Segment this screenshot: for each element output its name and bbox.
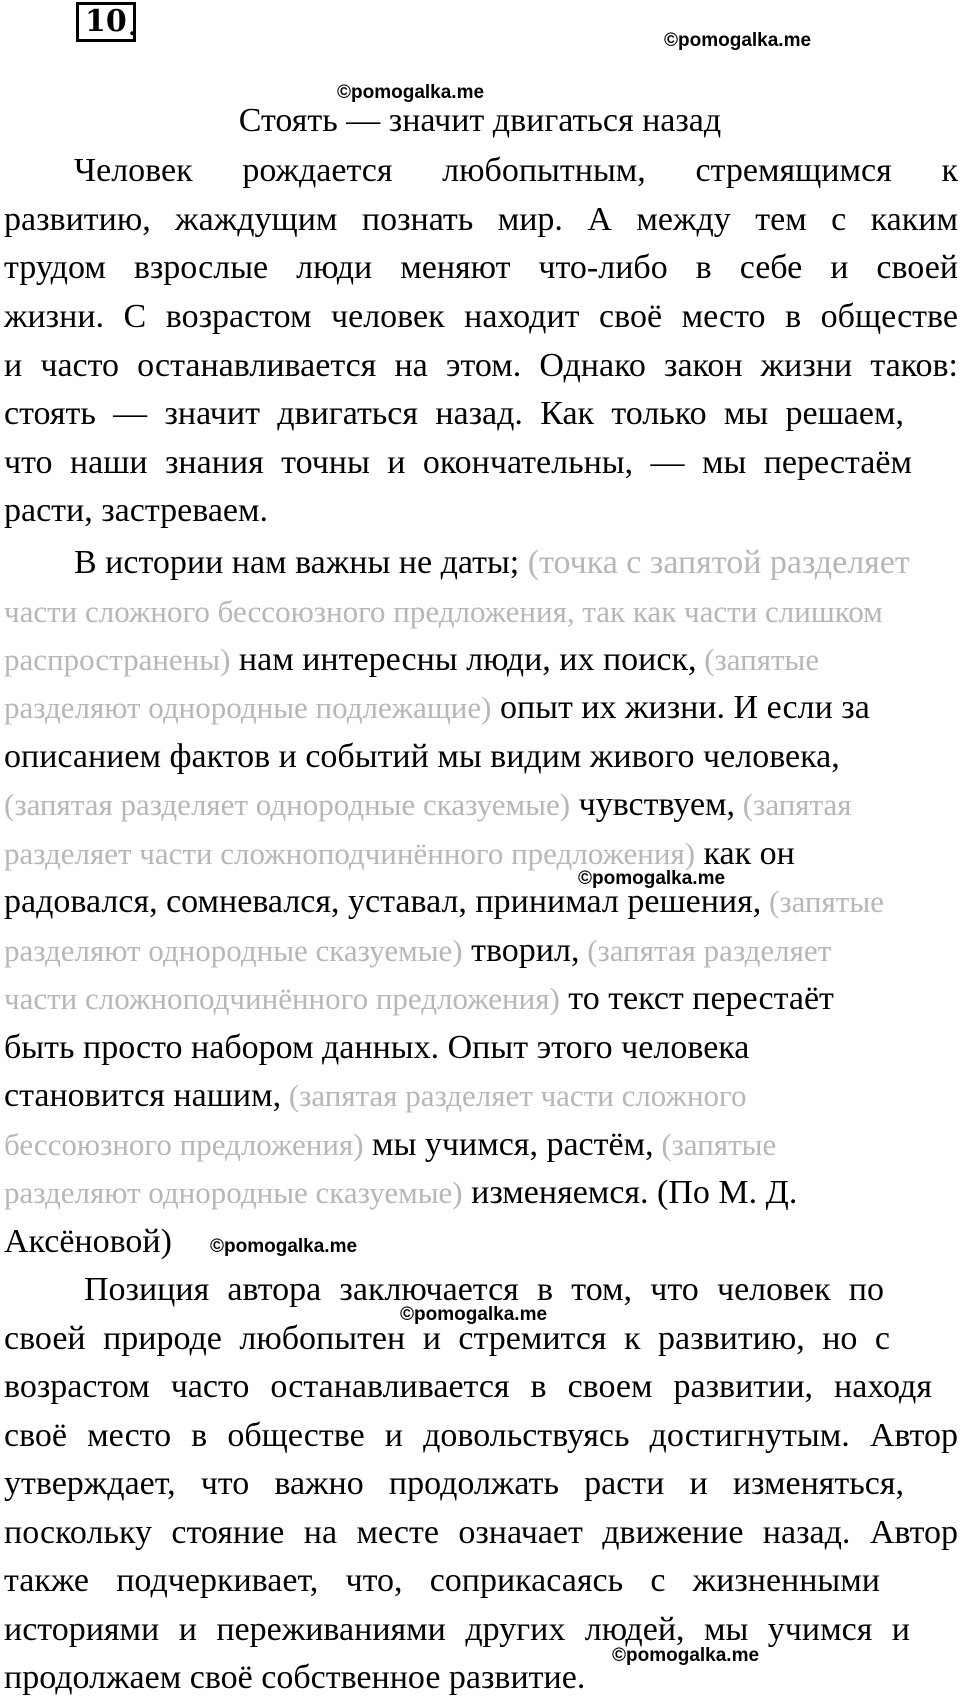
punctuation-comment: (запятые xyxy=(696,642,820,677)
text-line xyxy=(4,977,958,1021)
text-line: возрастом часто останавливается в своем развитии, находя xyxy=(4,1368,932,1405)
watermark: ©pomogalka.me xyxy=(578,868,726,889)
text-line: утверждает, что важно продолжать расти и изменяться, xyxy=(4,1465,904,1502)
text-line xyxy=(4,929,958,973)
text-line: Человек рождается любопытным, стремящимся к xyxy=(74,152,958,189)
punctuation-comment: (запятая xyxy=(735,787,852,822)
watermark: ©pomogalka.me xyxy=(612,1645,760,1666)
main-text: становится нашим, xyxy=(4,1077,282,1114)
text-line xyxy=(74,541,958,585)
task-number-box: 10 xyxy=(76,2,136,42)
watermark: ©pomogalka.me xyxy=(210,1236,358,1257)
watermark: ©pomogalka.me xyxy=(664,30,812,51)
text-line: и часто останавливается на этом. Однако закон жизни таков: xyxy=(4,347,958,384)
text-line xyxy=(4,638,958,682)
text-line: описанием фактов и событий мы видим живого человека, xyxy=(4,738,840,775)
punctuation-comment: разделяют однородные подлежащие) xyxy=(4,690,492,725)
punctuation-comment: (запятая разделяет части сложного xyxy=(281,1078,747,1113)
punctuation-comment: разделяют однородные сказуемые) xyxy=(4,1175,463,1210)
punctuation-comment: части сложного бессоюзного предложения, так как части слишком xyxy=(4,594,883,629)
punctuation-comment: (запятые xyxy=(653,1127,777,1162)
text-line: своё место в обществе и довольствуясь достигнутым. Автор xyxy=(4,1417,958,1454)
task-number-dot: . xyxy=(128,6,137,43)
punctuation-comment: распространены) xyxy=(4,642,231,677)
text-line: жизни. С возрастом человек находит своё место в обществе xyxy=(4,298,958,335)
text-line: своей природе любопытен и стремится к развитию, но с xyxy=(4,1320,890,1357)
text-line: быть просто набором данных. Опыт этого человека xyxy=(4,1029,750,1066)
main-text: опыт их жизни. И если за xyxy=(491,689,870,726)
main-text: творил, xyxy=(462,932,580,969)
main-text: нам интересны люди, их поиск, xyxy=(230,641,697,678)
main-text: В истории нам важны не даты; xyxy=(74,544,520,581)
text-line: развитию, жаждущим познать мир. А между тем с каким xyxy=(4,201,958,238)
main-text: радовался, сомневался, уставал, принимал решения, xyxy=(4,883,762,920)
text-line: продолжаем своё собственное развитие. xyxy=(4,1659,586,1696)
main-text: как он xyxy=(695,835,795,872)
punctuation-comment: бессоюзного предложения) xyxy=(4,1127,364,1162)
text-line: стоять — значит двигаться назад. Как только мы решаем, xyxy=(4,395,904,432)
essay-title: Стоять — значит двигаться назад xyxy=(238,102,722,139)
main-text: мы учимся, растём, xyxy=(363,1126,654,1163)
main-text: изменяемся. (По М. Д. xyxy=(462,1174,798,1211)
text-line xyxy=(4,1171,958,1215)
text-line: трудом взрослые люди меняют что-либо в себе и своей xyxy=(4,249,958,286)
text-line: поскольку стояние на месте означает движение назад. Автор xyxy=(4,1514,958,1551)
text-line xyxy=(4,1074,958,1118)
punctuation-comment: части сложноподчинённого предложения) xyxy=(4,981,560,1016)
main-text: чувствуем, xyxy=(570,786,736,823)
text-line xyxy=(4,832,958,876)
text-line: историями и переживаниями других людей, мы учимся и xyxy=(4,1611,910,1648)
text-line: также подчеркивает, что, соприкасаясь с жизненными xyxy=(4,1562,880,1599)
watermark: ©pomogalka.me xyxy=(400,1304,548,1325)
text-line: расти, застреваем. xyxy=(4,492,269,529)
text-line xyxy=(4,1123,958,1167)
text-line: что наши знания точны и окончательны, — мы перестаём xyxy=(4,444,912,481)
text-line xyxy=(4,783,958,827)
punctuation-comment: (запятая разделяет xyxy=(579,933,832,968)
text-line xyxy=(4,880,958,924)
punctuation-comment: разделяют однородные сказуемые) xyxy=(4,933,463,968)
watermark: ©pomogalka.me xyxy=(337,82,485,103)
punctuation-comment: (запятая разделяет однородные сказуемые) xyxy=(4,787,571,822)
punctuation-comment: разделяет части сложноподчинённого предложения) xyxy=(4,836,696,871)
punctuation-comment: (запятые xyxy=(761,884,884,919)
text-line xyxy=(4,686,958,730)
punctuation-comment: (точка с запятой разделяет xyxy=(519,544,910,581)
main-text: то текст перестаёт xyxy=(559,980,834,1017)
text-line: Аксёновой) xyxy=(4,1223,172,1260)
text-line: Позиция автора заключается в том, что человек по xyxy=(84,1271,884,1308)
